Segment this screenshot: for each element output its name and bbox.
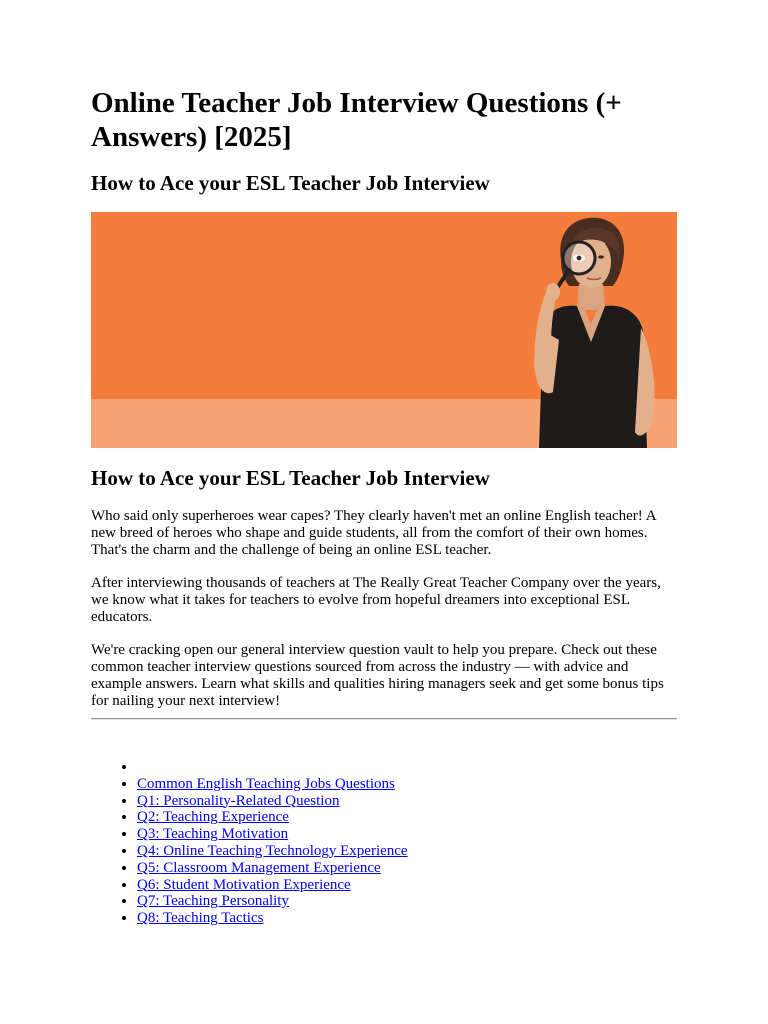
list-item: [137, 826, 408, 843]
toc-empty-item: [137, 759, 408, 776]
table-of-contents: [91, 759, 408, 927]
toc-link-q6[interactable]: Q6: Student Motivation Experience: [137, 876, 351, 893]
list-item: [137, 860, 408, 877]
hero-image: [91, 212, 677, 448]
toc-link-common-questions[interactable]: Common English Teaching Jobs Questions: [137, 775, 395, 792]
list-item: [137, 793, 408, 810]
prepare-paragraph: We're cracking open our general interview question vault to help you prepare. Check out these common teacher interview questions sourced from across the industry — with advice and example answers. Learn what skills and qualities hiring managers seek and get some bonus tips for nailing your next interview!: [91, 642, 664, 709]
list-item: [137, 910, 408, 927]
list-item: [137, 843, 408, 860]
toc-link-q7[interactable]: Q7: Teaching Personality: [137, 893, 289, 910]
toc-link-q2[interactable]: Q2: Teaching Experience: [137, 809, 289, 826]
toc-link-q8[interactable]: Q8: Teaching Tactics: [137, 910, 264, 927]
list-item: [137, 776, 408, 793]
divider: [91, 718, 677, 720]
section-heading: How to Ace your ESL Teacher Job Interview: [91, 466, 490, 490]
toc-link-q5[interactable]: Q5: Classroom Management Experience: [137, 859, 381, 876]
list-item: [137, 877, 408, 894]
toc-link-q1[interactable]: Q1: Personality-Related Question: [137, 792, 340, 809]
page-title: Online Teacher Job Interview Questions (+ Answers) [2025]: [91, 87, 622, 153]
toc-link-q4[interactable]: Q4: Online Teaching Technology Experience: [137, 842, 408, 859]
intro-paragraph: Who said only superheroes wear capes? They clearly haven't met an online English teacher! A new breed of heroes who shape and guide students, all from the comfort of their own homes. That's the charm and the challenge of being an online ESL teacher.: [91, 508, 656, 558]
list-item: [137, 893, 408, 910]
woman-with-magnifying-glass-illustration: [91, 212, 677, 448]
toc-link-q3[interactable]: Q3: Teaching Motivation: [137, 826, 289, 843]
list-item: [137, 809, 408, 826]
page-subtitle: How to Ace your ESL Teacher Job Interview: [91, 171, 490, 195]
company-paragraph: After interviewing thousands of teachers at The Really Great Teacher Company over the years, we know what it takes for teachers to evolve from hopeful dreamers into exceptional ESL educators.: [91, 575, 661, 625]
